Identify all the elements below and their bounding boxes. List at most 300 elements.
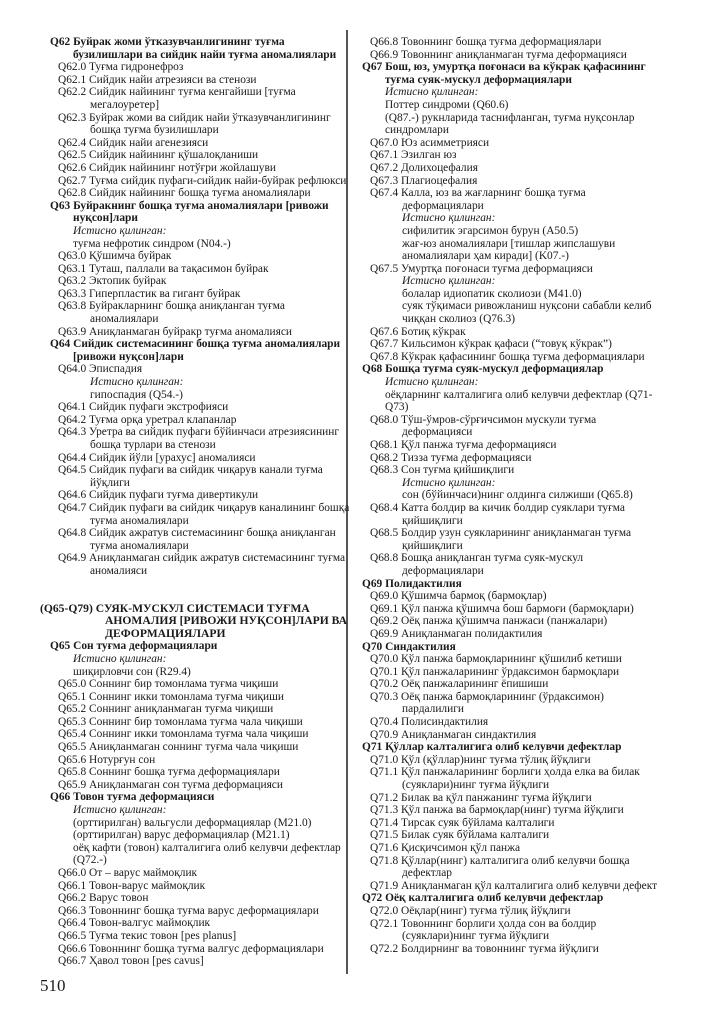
text-line xyxy=(40,112,340,125)
text-line xyxy=(40,401,340,414)
text-line xyxy=(40,880,340,893)
code: Q69.9 xyxy=(370,627,399,640)
text-line xyxy=(40,124,340,137)
exclusion-label xyxy=(352,86,697,99)
subcategory-item xyxy=(352,804,697,817)
line-text: Q73) xyxy=(385,401,409,414)
text-line xyxy=(40,464,340,477)
subcategory-item xyxy=(352,590,697,603)
line-text: Эписпадия xyxy=(89,363,143,376)
code: Q72.0 xyxy=(370,904,399,917)
line-text: сон (бўйинчаси)нинг олдинга силжиши (Q65.8) xyxy=(402,489,633,502)
text-line xyxy=(40,791,340,804)
text-line xyxy=(352,729,697,742)
line-text: қийшиқлиги xyxy=(402,514,463,527)
line-text: Туташ, паллали ва тақасимон буйрак xyxy=(89,262,269,275)
line-text: Эзилган юз xyxy=(401,149,457,162)
text-line xyxy=(40,766,340,779)
text-line xyxy=(352,74,697,87)
text-line xyxy=(352,691,697,704)
code: Q63.0 xyxy=(58,250,87,263)
line-text: Қўл панжа бармоқларининг қўшилиб кетиши xyxy=(401,653,622,666)
code: Q70.1 xyxy=(370,665,399,678)
text-line xyxy=(352,200,697,213)
text-line xyxy=(352,275,697,288)
code: Q66.0 xyxy=(58,867,87,879)
line-text: Соннинг икки томонлама туғма чала чиқиши xyxy=(89,728,309,741)
line-text: Товоннинг бошқа туғма варус деформациялари xyxy=(89,904,319,917)
subcategory-item xyxy=(352,464,697,477)
line-text: бошқа турлари ва стенози xyxy=(90,439,216,451)
line-text: Сон туғма қийшиқлиги xyxy=(401,464,515,477)
text-line xyxy=(352,288,697,301)
text-line xyxy=(352,426,697,439)
line-text: Товон-валгус маймоқлик xyxy=(89,917,211,930)
line-text: Қўл панжаларининг ўрдаксимон бармоқлари xyxy=(401,665,620,678)
line-text: Туғма текис товон [pes planus] xyxy=(89,929,237,942)
text-line xyxy=(40,829,340,842)
line-text: Истисно қилинган: xyxy=(385,376,479,389)
code: Q64.7 xyxy=(58,501,87,514)
exclusion-text xyxy=(352,99,697,137)
line-text: Аниқланмаган сон туғма деформацияси xyxy=(89,778,283,791)
line-text: Қўллар(нинг) калталигига олиб келувчи бошқа xyxy=(401,854,630,867)
text-line xyxy=(40,892,340,905)
text-line xyxy=(40,200,340,213)
code: Q72 xyxy=(362,892,383,905)
subcategory-item xyxy=(40,288,340,301)
subcategory-item xyxy=(40,741,340,754)
line-text: Аниқланмаган синдактилия xyxy=(401,728,537,741)
line-text: Нотурғун сон xyxy=(89,753,156,766)
text-line xyxy=(352,86,697,99)
subcategory-item xyxy=(40,452,340,465)
line-text: Сийдик найи агенезияси xyxy=(89,136,209,149)
code: Q65.6 xyxy=(58,753,87,766)
text-line xyxy=(352,313,697,326)
line-text: Бошқа туғма суяк-мускул деформациялар xyxy=(385,363,604,376)
code: Q67 xyxy=(362,61,383,74)
code: Q65.1 xyxy=(58,690,87,703)
code: Q67.8 xyxy=(370,350,399,363)
text-line xyxy=(352,351,697,364)
text-line xyxy=(352,326,697,339)
code: Q67.7 xyxy=(370,338,399,351)
exclusion-label xyxy=(352,212,697,225)
text-line xyxy=(40,149,340,162)
text-line xyxy=(40,250,340,263)
subcategory-item xyxy=(40,552,346,577)
text-line xyxy=(352,905,697,918)
text-line xyxy=(352,842,697,855)
text-line xyxy=(352,61,697,74)
text-line xyxy=(40,552,346,565)
text-line xyxy=(352,212,697,225)
text-line xyxy=(40,99,340,112)
line-text: Сийдик пуфаги ва сийдик чиқарув канали туғма xyxy=(89,464,323,477)
code: Q68.4 xyxy=(370,501,399,514)
text-line xyxy=(352,754,697,767)
category-heading xyxy=(352,641,697,654)
code: Q66.2 xyxy=(58,892,87,905)
text-line xyxy=(40,640,340,653)
line-text: Соннинг бошқа туғма деформациялари xyxy=(89,766,280,779)
line-text: синдромлари xyxy=(385,124,449,137)
line-text: аномалияси xyxy=(90,564,148,577)
code: Q70.0 xyxy=(370,653,399,666)
subcategory-item xyxy=(352,817,697,830)
line-text: Оёқ панжа қўшимча панжаси (панжалари) xyxy=(401,615,608,628)
code: Q63.2 xyxy=(58,275,87,288)
text-line xyxy=(352,452,697,465)
line-text: Қўшимча буйрак xyxy=(89,250,172,263)
category-heading xyxy=(352,578,697,591)
text-line xyxy=(40,565,340,578)
line-text: АНОМАЛИЯ [РИВОЖИ НУҚСОН]ЛАРИ ВА xyxy=(105,614,348,628)
line-text: Болдир узун суякларининг аниқланмаган туғма xyxy=(401,527,632,540)
text-line xyxy=(40,540,340,553)
text-line xyxy=(40,74,340,87)
spacer xyxy=(40,578,340,603)
text-line xyxy=(40,741,340,754)
line-text: Қўл панжа ва бармоқлар(нинг) туғма йўқлиги xyxy=(401,804,624,817)
text-line xyxy=(40,905,340,918)
line-text: Гиперпластик ва гигант буйрак xyxy=(89,287,241,300)
text-line xyxy=(352,363,697,376)
subcategory-item xyxy=(40,955,340,968)
text-line xyxy=(40,716,340,729)
code: Q71.0 xyxy=(370,753,399,766)
text-line xyxy=(352,464,697,477)
left-column xyxy=(40,36,350,968)
text-line xyxy=(352,263,697,276)
line-text: Кўкрак қафасининг бошқа туғма деформациялари xyxy=(401,350,645,363)
text-line xyxy=(40,351,340,364)
subcategory-item xyxy=(352,162,697,175)
exclusion-label xyxy=(40,376,340,389)
subcategory-item xyxy=(352,527,697,552)
category-heading xyxy=(40,200,340,225)
line-text: Варус товон xyxy=(89,892,149,905)
text-line xyxy=(40,162,340,175)
subcategory-item xyxy=(40,501,350,527)
code: Q67.4 xyxy=(370,187,399,200)
text-line xyxy=(352,817,697,830)
text-line xyxy=(40,212,340,225)
exclusion-text xyxy=(40,389,340,402)
code: Q69.2 xyxy=(370,615,399,628)
code: Q70.2 xyxy=(370,678,399,691)
line-text: мегалоуретер] xyxy=(90,98,160,111)
subcategory-item xyxy=(352,187,697,212)
text-line xyxy=(352,880,697,893)
code: Q62.2 xyxy=(58,86,87,99)
subcategory-item xyxy=(352,615,697,628)
line-text: қийшиқлиги xyxy=(402,539,463,552)
line-text: Буйракларнинг бошқа аниқланган туғма xyxy=(89,300,285,313)
text-line xyxy=(352,175,697,188)
text-line xyxy=(352,376,697,389)
text-line xyxy=(352,766,697,779)
code: Q64.3 xyxy=(58,426,87,439)
code: Q71.1 xyxy=(370,766,399,779)
text-line xyxy=(40,527,340,540)
code: Q62.7 xyxy=(58,174,87,187)
line-text: (суяклари)нинг туғма йўқлиги xyxy=(402,779,550,792)
text-line xyxy=(352,918,697,931)
line-text: аномалиялари xyxy=(90,313,159,326)
text-line xyxy=(352,124,697,137)
subcategory-item xyxy=(352,666,697,679)
line-text: Бошқа аниқланган туғма суяк-мускул xyxy=(401,552,584,565)
text-line xyxy=(352,36,697,49)
subcategory-item xyxy=(40,187,340,200)
right-column xyxy=(352,36,697,955)
text-line xyxy=(40,414,340,427)
subcategory-item xyxy=(352,918,697,943)
code: Q69 xyxy=(362,577,383,590)
line-text: Аниқланмаган буйракр туғма аномалияси xyxy=(89,325,292,338)
line-text: оёқ кафти (товон) калталигига олиб келувчи дефектлар xyxy=(73,841,341,854)
text-line xyxy=(352,112,697,125)
subcategory-item xyxy=(352,452,697,465)
text-line xyxy=(352,149,697,162)
line-text: (орттирилган) вальгусли деформациялар (M21.0) xyxy=(73,816,312,829)
text-line xyxy=(352,99,697,112)
line-text: бошқа туғма бузилишлари xyxy=(90,124,219,137)
text-line xyxy=(352,225,697,238)
code: Q62.1 xyxy=(58,73,87,86)
line-text: От – варус маймоқлик xyxy=(89,867,198,879)
line-text: бузилишлари ва сийдик найи туғма аномалиялари xyxy=(73,48,337,61)
text-line xyxy=(352,477,697,490)
subcategory-item xyxy=(40,326,340,339)
code: Q65.0 xyxy=(58,678,87,691)
line-text: Буйрак жоми ва сийдик найи ўтказувчанлигининг xyxy=(89,111,331,124)
category-heading xyxy=(40,36,340,61)
text-line xyxy=(40,930,340,943)
text-line xyxy=(40,187,340,200)
line-text: Аниқланмаган полидактилия xyxy=(401,627,543,640)
code: Q63 xyxy=(50,199,71,212)
line-text: Билак ва қўл панжанинг туғма йўқлиги xyxy=(401,791,592,804)
code: Q68.0 xyxy=(370,413,399,426)
line-text: [ривожи нуқсон]лари xyxy=(73,350,184,363)
line-text: Полисиндактилия xyxy=(401,716,489,729)
subcategory-item xyxy=(40,779,340,792)
line-text: дефектлар xyxy=(402,867,452,880)
line-text: Умуртқа поғонаси туғма деформацияси xyxy=(401,262,593,275)
line-text: Товоннинг борлиги ҳолда сон ва болдир xyxy=(401,917,597,930)
line-text: Буйракнинг бошқа туғма аномалиялари [ривожи xyxy=(73,199,329,212)
code: Q70 xyxy=(362,640,383,653)
text-line xyxy=(40,61,340,74)
subcategory-item xyxy=(40,263,340,276)
subcategory-item xyxy=(40,174,347,188)
subcategory-item xyxy=(40,363,340,376)
line-text: болалар идиопатик сколиози (M41.0) xyxy=(402,287,582,300)
subcategory-item xyxy=(352,628,697,641)
subcategory-item xyxy=(40,112,340,137)
code: Q66.6 xyxy=(58,942,87,955)
line-text: туғма аномалиялари xyxy=(90,514,189,527)
line-text: деформацияси xyxy=(402,426,473,439)
text-line xyxy=(352,137,697,150)
code: (Q65-Q79) xyxy=(40,601,93,615)
text-line xyxy=(352,678,697,691)
text-line xyxy=(352,653,697,666)
text-line xyxy=(40,300,340,313)
subcategory-item xyxy=(40,766,340,779)
text-line xyxy=(40,867,340,880)
text-line xyxy=(40,653,340,666)
line-text: Эктопик буйрак xyxy=(89,275,167,288)
line-text: Истисно қилинган: xyxy=(73,652,167,665)
line-text: (орттирилган) варус деформациялар (M21.1) xyxy=(73,829,290,842)
code: Q63.9 xyxy=(58,325,87,338)
subcategory-item xyxy=(352,603,697,616)
exclusion-text xyxy=(40,817,340,867)
line-text: Туғма сийдик пуфаги-сийдик найи-буйрак рефлюкси xyxy=(89,174,347,187)
code: Q66.8 xyxy=(370,36,399,48)
text-line xyxy=(40,238,340,251)
exclusion-text xyxy=(40,666,340,679)
line-text: Аниқланмаган соннинг туғма чала чиқиши xyxy=(89,741,299,754)
code: Q62 xyxy=(50,36,71,48)
section-heading xyxy=(40,601,348,641)
text-line xyxy=(352,552,697,565)
code: Q68.1 xyxy=(370,439,399,451)
subcategory-item xyxy=(40,527,340,552)
subcategory-item xyxy=(40,943,340,956)
line-text: Синдактилия xyxy=(385,640,456,653)
text-line xyxy=(40,817,340,830)
code: Q67.0 xyxy=(370,136,399,149)
line-text: Туғма гидронефроз xyxy=(89,61,184,74)
line-text: Аниқланмаган қўл калталигига олиб келувчи дефект xyxy=(401,879,658,892)
subcategory-item xyxy=(40,426,340,451)
subcategory-item xyxy=(352,829,697,842)
line-text: Қўл панжа туғма деформацияси xyxy=(401,439,557,451)
subcategory-item xyxy=(352,943,697,956)
line-text: Истисно қилинган: xyxy=(90,376,184,389)
text-line xyxy=(40,804,340,817)
subcategory-item xyxy=(40,754,340,767)
subcategory-item xyxy=(40,137,340,150)
text-line xyxy=(40,326,340,339)
exclusion-label xyxy=(40,804,340,817)
code: Q62.3 xyxy=(58,111,87,124)
subcategory-item xyxy=(40,162,340,175)
text-line xyxy=(352,615,697,628)
line-text: Товон-варус маймоқлик xyxy=(89,879,206,892)
category-heading xyxy=(40,791,340,804)
code: Q71.9 xyxy=(370,879,399,892)
category-heading xyxy=(352,892,697,905)
text-line xyxy=(352,414,697,427)
code: Q70.3 xyxy=(370,690,399,703)
code: Q71.8 xyxy=(370,854,399,867)
line-text: Товоннинг аниқланмаган туғма деформацияси xyxy=(401,48,627,61)
text-line xyxy=(352,930,697,943)
subcategory-item xyxy=(352,351,697,364)
subcategory-item xyxy=(352,842,697,855)
subcategory-item xyxy=(352,137,697,150)
code: Q65 xyxy=(50,640,71,653)
subcategory-item xyxy=(40,716,340,729)
exclusion-label xyxy=(352,477,697,490)
line-text: Буйрак жоми ўтказувчанлигининг туғма xyxy=(73,36,285,48)
code: Q64.1 xyxy=(58,401,87,414)
code: Q71.6 xyxy=(370,842,399,854)
line-text: Сийдик пуфаги экстрофияси xyxy=(89,401,229,414)
text-line xyxy=(40,703,340,716)
line-text: Соннинг бир томонлама туғма чиқиши xyxy=(89,678,279,691)
line-text: Соннинг аниқланмаган туғма чиқиши xyxy=(89,703,274,716)
subcategory-item xyxy=(352,716,697,729)
subcategory-item xyxy=(352,729,697,742)
line-text: Истисно қилинган: xyxy=(402,275,496,288)
subcategory-item xyxy=(352,691,697,716)
text-line xyxy=(352,603,697,616)
text-line xyxy=(40,363,340,376)
subcategory-item xyxy=(352,653,697,666)
line-text: Товоннинг бошқа туғма деформациялари xyxy=(401,36,602,48)
code: Q64.2 xyxy=(58,413,87,426)
category-heading xyxy=(40,640,340,653)
subcategory-item xyxy=(352,326,697,339)
subcategory-item xyxy=(40,917,340,930)
code: Q64.8 xyxy=(58,527,87,540)
text-line xyxy=(40,137,340,150)
text-line xyxy=(40,666,340,679)
text-line xyxy=(40,174,347,188)
subcategory-item xyxy=(352,678,697,691)
subcategory-item xyxy=(352,439,697,452)
line-text: суяк тўқимаси ривожланиш нуқсони сабабли келиб xyxy=(402,300,652,313)
line-text: Тирсак суяк бўйлама калталиги xyxy=(401,816,555,829)
exclusion-label xyxy=(352,275,697,288)
subcategory-item xyxy=(40,691,340,704)
exclusion-label xyxy=(352,376,697,389)
code: Q64.9 xyxy=(58,552,87,565)
text-line xyxy=(352,527,697,540)
subcategory-item xyxy=(352,338,697,351)
text-line xyxy=(40,917,340,930)
code: Q68.8 xyxy=(370,552,399,565)
code: Q65.8 xyxy=(58,766,87,779)
line-text: Сийдик найининг бошқа туғма аномалиялари xyxy=(89,187,311,200)
subcategory-item xyxy=(352,502,697,527)
code: Q69.0 xyxy=(370,590,399,603)
text-line xyxy=(40,288,340,301)
line-text: Сийдик йўли [урахус] аномалияси xyxy=(89,451,256,464)
code: Q71.2 xyxy=(370,791,399,804)
line-text: Қўшимча бармоқ (бармоқлар) xyxy=(401,590,547,603)
line-text: Сийдик найининг туғма кенгайиши [туғма xyxy=(89,86,296,99)
line-text: Оёқ панжаларининг ёпишиши xyxy=(401,678,549,691)
text-line xyxy=(40,728,340,741)
line-text: Қисқичсимон қўл панжа xyxy=(401,842,521,854)
text-line xyxy=(352,804,697,817)
subcategory-item xyxy=(40,880,340,893)
line-text: Полидактилия xyxy=(385,577,462,590)
text-line xyxy=(40,754,340,767)
line-text: Қўл (қўллар)нинг туғма тўлиқ йўқлиги xyxy=(401,753,591,766)
exclusion-text xyxy=(352,288,697,326)
subcategory-item xyxy=(40,86,340,111)
line-text: Болдирнинг ва товоннинг туғма йўқлиги xyxy=(401,942,599,955)
